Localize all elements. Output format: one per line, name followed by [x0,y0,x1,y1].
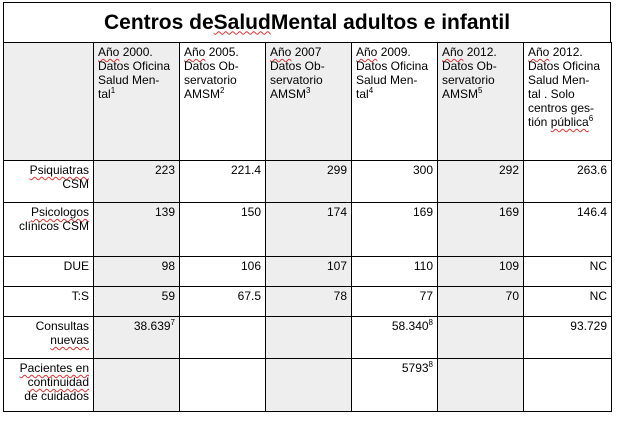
footnote-marker: 6 [588,114,594,123]
cell-value: 5793 [401,361,429,375]
header-line [356,73,433,87]
cell-value: 78 [333,289,347,303]
data-cell [94,161,180,203]
row-label-line [8,289,89,303]
row-label [4,203,94,257]
table-row [4,161,612,203]
row-label-text: nuevas [50,333,89,347]
data-cell [180,287,266,317]
header-line [442,45,519,59]
header-text: tión [528,115,551,129]
header-text: AMSM [184,87,220,101]
row-label-text: clínicos CSM [18,219,89,233]
header-line [528,87,607,101]
column-header-2 [180,43,266,161]
header-line [528,101,607,115]
header-line [184,87,261,101]
header-line [270,59,347,73]
row-label-line [8,259,89,273]
row-label [4,257,94,287]
row-label-text: Consultas [35,319,89,333]
header-text: AMSM [442,87,478,101]
data-cell [180,359,266,412]
data-cell [94,203,180,257]
title-part-3: Mental adultos e infantil [270,10,511,34]
header-line [270,73,347,87]
header-text: Datos Oficina [528,59,601,73]
data-cell [524,317,612,359]
cell-value: 93.729 [570,319,607,333]
row-label-text: de cuidados [24,389,89,403]
table-row [4,317,612,359]
header-line [98,59,175,73]
data-cell [438,203,524,257]
header-text: Salud Men- [356,73,418,87]
header-line [528,59,607,73]
data-cell [94,287,180,317]
header-text: Datos Ob- [184,59,239,73]
row-label [4,359,94,412]
header-line [442,73,519,87]
header-line [356,87,433,101]
header-text: servatorio [270,73,323,87]
cell-value: 146.4 [576,205,607,219]
cell-value: 70 [505,289,519,303]
header-line [184,45,261,59]
row-label-line [8,177,89,191]
header-line [270,87,347,101]
data-cell [438,257,524,287]
data-cell [352,359,438,412]
footnote-marker: 1 [110,86,116,95]
row-label-line [8,333,89,347]
data-cell [180,257,266,287]
header-text: 2007 [291,45,322,59]
cell-value: 107 [326,259,347,273]
header-text: Salud Men- [98,73,160,87]
cell-value: 106 [240,259,261,273]
header-line [270,45,347,59]
header-line [528,73,607,87]
header-line [184,59,261,73]
data-cell [266,287,352,317]
header-text: tal [356,87,369,101]
header-text: centros ges- [528,101,595,115]
header-text: Datos Oficina [98,59,171,73]
footnote-marker: 3 [306,86,311,95]
cell-value: 174 [326,205,347,219]
row-label-text: T:S [71,289,89,303]
header-text: Datos Ob- [442,59,497,73]
row-label-line [8,205,89,219]
row-label [4,317,94,359]
data-cell [438,317,524,359]
cell-value: 169 [412,205,433,219]
table-row [4,203,612,257]
header-text: 2012. [549,45,583,59]
header-text: 2012. [463,45,497,59]
table-row [4,287,612,317]
footnote-marker: 4 [368,86,374,95]
cell-value: 299 [326,163,347,177]
cell-value: 67.5 [237,289,261,303]
footnote-marker: 8 [428,360,433,369]
row-label-text: CSM [62,177,89,191]
data-cell [180,203,266,257]
header-text: Año [98,45,120,59]
header-text: Año [528,45,550,59]
row-label-line [8,375,89,389]
header-text: tal [98,87,111,101]
data-cell [94,317,180,359]
header-line [442,87,519,101]
cell-value: 38.639 [133,319,171,333]
header-text: pública [550,115,589,129]
footnote-marker: 5 [478,86,483,95]
header-line [98,45,175,59]
header-text: Año [356,45,378,59]
row-label-line [8,163,89,177]
row-label-text: Pacientes en [19,361,89,375]
header-line [356,45,433,59]
cell-value: NC [589,289,607,303]
data-cell [438,161,524,203]
row-label-line [8,361,89,375]
header-line [442,59,519,73]
cell-value: 223 [154,163,175,177]
data-cell [524,161,612,203]
data-cell [352,203,438,257]
cell-value: 58.340 [391,319,429,333]
header-line [528,45,607,59]
cell-value: 263.6 [576,163,607,177]
data-cell [524,287,612,317]
header-text: Año [442,45,464,59]
header-text: 2009. [377,45,411,59]
column-header-1 [94,43,180,161]
data-cell [524,257,612,287]
data-cell [94,359,180,412]
data-cell [180,317,266,359]
title-part-1: Centros de [103,10,214,34]
column-header-6 [524,43,612,161]
table-title [3,2,611,42]
cell-value: 98 [161,259,175,273]
footnote-marker: 8 [428,318,433,327]
row-label-line [8,389,89,403]
cell-value: 59 [161,289,175,303]
data-cell [524,359,612,412]
title-part-2: Salud [213,10,271,34]
cell-value: 300 [412,163,433,177]
header-text: Salud Men- [528,73,590,87]
header-line [98,87,175,101]
row-label [4,161,94,203]
header-text: Datos Ob- [270,59,325,73]
cell-value: 292 [498,163,519,177]
row-label-line [8,219,89,233]
data-cell [352,257,438,287]
data-cell [352,161,438,203]
header-text: 2000. [119,45,153,59]
header-line [184,73,261,87]
column-header-4 [352,43,438,161]
header-text: servatorio [442,73,495,87]
column-header-5 [438,43,524,161]
header-text: servatorio [184,73,237,87]
data-cell [524,203,612,257]
data-cell [266,203,352,257]
table-row [4,257,612,287]
row-label-text: continuidad [27,375,89,389]
header-text: Datos Oficina [356,59,429,73]
data-cell [352,317,438,359]
row-label-text: Psiquiatras [29,163,89,177]
data-cell [266,359,352,412]
cell-value: 139 [154,205,175,219]
data-cell [352,287,438,317]
table-row [4,359,612,412]
header-text: Año [184,45,206,59]
row-label-line [8,319,89,333]
data-cell [266,257,352,287]
footnote-marker: 7 [170,318,175,327]
data-cell [266,317,352,359]
data-cell [438,287,524,317]
row-label-text: Psicologos [30,205,89,219]
cell-value: 169 [498,205,519,219]
row-label [4,287,94,317]
header-line [98,73,175,87]
cell-value: 150 [240,205,261,219]
header-text: 2005. [205,45,239,59]
row-label-text: DUE [63,259,89,273]
header-line [528,115,607,129]
footnote-marker: 2 [220,86,225,95]
header-text: Año [270,45,292,59]
data-cell [94,257,180,287]
data-cell [438,359,524,412]
cell-value: 110 [413,259,433,273]
header-text: AMSM [270,87,306,101]
table-frame [3,2,611,412]
data-cell [266,161,352,203]
header-line [356,59,433,73]
data-cell [180,161,266,203]
header-row [4,43,612,161]
corner-cell [4,43,94,161]
cell-value: 221.4 [230,163,261,177]
data-table [3,42,612,412]
cell-value: 77 [419,289,433,303]
header-text: tal . Solo [528,87,575,101]
cell-value: NC [589,259,607,273]
column-header-3 [266,43,352,161]
cell-value: 109 [498,259,519,273]
